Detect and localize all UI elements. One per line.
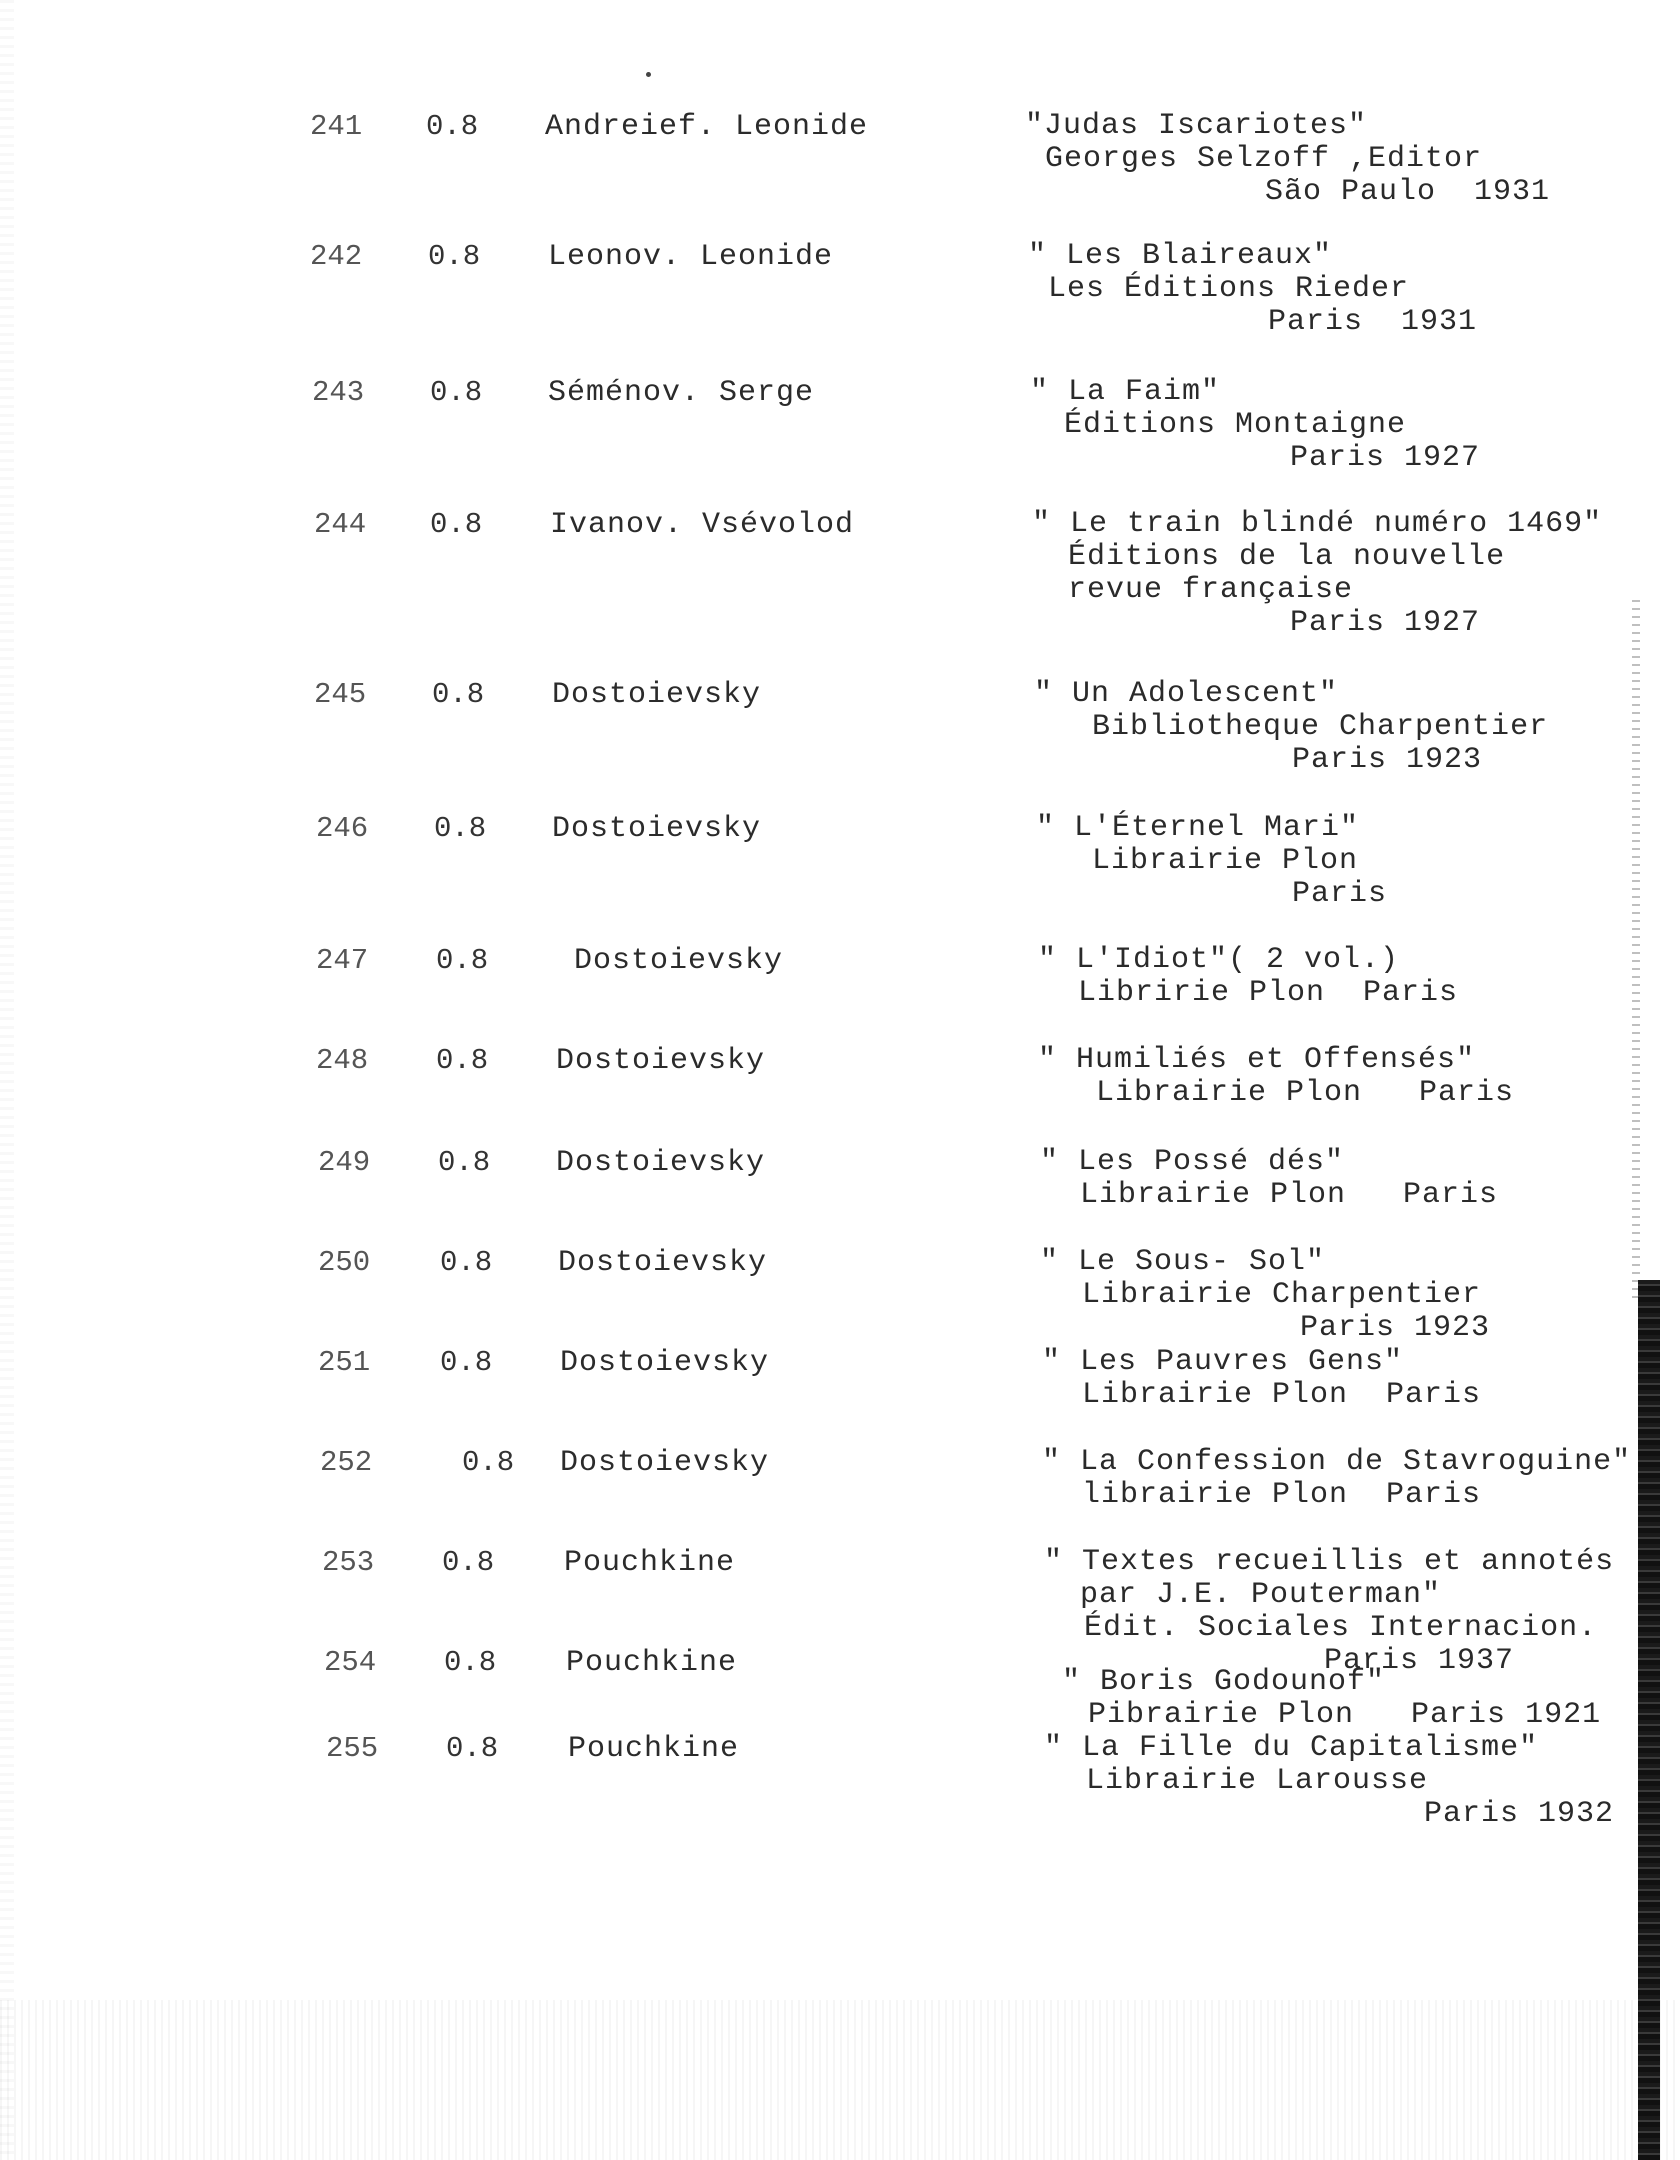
entry-details [1042, 1446, 1631, 1512]
entry-number: 249 [318, 1146, 371, 1179]
entry-publisher: Pibrairie Plon Paris 1921 [1088, 1698, 1602, 1732]
entry-author: Dostoievsky [560, 1446, 770, 1480]
entry-number: 250 [318, 1246, 371, 1279]
entry-author: Pouchkine [566, 1646, 738, 1680]
entry-place: Paris 1927 [1290, 441, 1481, 475]
entry-details [1034, 678, 1548, 777]
entry-rating: 0.8 [462, 1446, 515, 1479]
entry-author: Leonov. Leonide [548, 240, 834, 274]
entry-title: " Le train blindé numéro 1469" [1032, 507, 1603, 541]
entry-number: 253 [322, 1546, 375, 1579]
entry-details [1062, 1666, 1601, 1732]
entry-rating: 0.8 [436, 944, 489, 977]
entry-details [1032, 508, 1602, 640]
entry-details [1040, 1246, 1490, 1345]
entry-publisher: Éditions Montaigne [1064, 408, 1407, 442]
entry-publisher: Libririe Plon Paris [1078, 976, 1459, 1010]
entry-publisher: Librairie Plon [1092, 844, 1359, 878]
entry-title: " Boris Godounof" [1062, 1665, 1386, 1699]
entry-author: Dostoievsky [556, 1146, 766, 1180]
entry-publisher: Georges Selzoff ,Editor [1045, 142, 1483, 176]
entry-author: Ivanov. Vsévolod [550, 508, 855, 542]
scan-edge-streak [1632, 600, 1640, 1300]
entry-title: " Textes recueillis et annotés [1044, 1545, 1615, 1579]
entry-author: Dostoievsky [558, 1246, 768, 1280]
entry-number: 243 [312, 376, 365, 409]
scan-edge-artifact [0, 0, 14, 2160]
entry-place: Paris 1932 [1424, 1797, 1615, 1831]
entry-title: " Un Adolescent" [1034, 677, 1339, 711]
entry-title: " Le Sous- Sol" [1040, 1245, 1326, 1279]
entry-author: Dostoievsky [560, 1346, 770, 1380]
entry-details [1025, 110, 1550, 209]
entry-author: Dostoievsky [552, 812, 762, 846]
entry-place: Paris 1931 [1268, 305, 1478, 339]
entry-details [1038, 1044, 1514, 1110]
entry-rating: 0.8 [428, 240, 481, 273]
entry-number: 244 [314, 508, 367, 541]
entry-author: Dostoievsky [556, 1044, 766, 1078]
entry-title: " Humiliés et Offensés" [1038, 1043, 1476, 1077]
entry-title: " L'Idiot"( 2 vol.) [1038, 943, 1400, 977]
entry-author: Dostoievsky [574, 944, 784, 978]
entry-publisher: Librairie Larousse [1086, 1764, 1429, 1798]
entry-rating: 0.8 [434, 812, 487, 845]
entry-publisher: Librairie Charpentier [1082, 1278, 1482, 1312]
entry-place: Paris [1292, 877, 1388, 911]
entry-rating: 0.8 [446, 1732, 499, 1765]
entry-number: 245 [314, 678, 367, 711]
entry-number: 254 [324, 1646, 377, 1679]
scan-bottom-noise [0, 2000, 1680, 2160]
entry-publisher: librairie Plon Paris [1082, 1478, 1482, 1512]
entry-title-cont: par J.E. Pouterman" [1080, 1578, 1442, 1612]
entry-rating: 0.8 [430, 376, 483, 409]
entry-publisher-cont: revue française [1068, 573, 1354, 607]
entry-place: São Paulo 1931 [1265, 175, 1551, 209]
entry-author: Dostoievsky [552, 678, 762, 712]
entry-rating: 0.8 [440, 1246, 493, 1279]
entry-place: Paris 1937 [1324, 1644, 1515, 1678]
entry-rating: 0.8 [444, 1646, 497, 1679]
entry-title: " Les Blaireaux" [1028, 239, 1333, 273]
entry-place: Paris 1923 [1292, 743, 1483, 777]
entry-details [1044, 1732, 1614, 1831]
entry-rating: 0.8 [432, 678, 485, 711]
entry-title: " Les Possé dés" [1040, 1145, 1345, 1179]
entry-rating: 0.8 [430, 508, 483, 541]
entry-number: 242 [310, 240, 363, 273]
entry-title: "Judas Iscariotes" [1025, 109, 1368, 143]
entry-details [1036, 812, 1387, 911]
ink-dot [646, 72, 651, 77]
entry-rating: 0.8 [442, 1546, 495, 1579]
entry-title: " L'Éternel Mari" [1036, 811, 1360, 845]
entry-publisher: Librairie Plon Paris [1082, 1378, 1482, 1412]
entry-rating: 0.8 [438, 1146, 491, 1179]
entry-publisher: Bibliotheque Charpentier [1092, 710, 1549, 744]
scan-edge-bar [1638, 1280, 1660, 2160]
entry-author: Andreief. Leonide [545, 110, 869, 144]
entry-number: 248 [316, 1044, 369, 1077]
entry-details [1038, 944, 1458, 1010]
entry-number: 251 [318, 1346, 371, 1379]
entry-details [1040, 1146, 1498, 1212]
entry-author: Séménov. Serge [548, 376, 815, 410]
entry-number: 246 [316, 812, 369, 845]
entry-title: " La Fille du Capitalisme" [1044, 1731, 1539, 1765]
entry-details [1042, 1346, 1481, 1412]
entry-title: " La Confession de Stavroguine" [1042, 1445, 1632, 1479]
entry-details [1044, 1546, 1614, 1678]
entry-place: Paris 1927 [1290, 606, 1481, 640]
entry-number: 252 [320, 1446, 373, 1479]
entry-details [1028, 240, 1477, 339]
entry-rating: 0.8 [436, 1044, 489, 1077]
entry-title: " Les Pauvres Gens" [1042, 1345, 1404, 1379]
entry-author: Pouchkine [564, 1546, 736, 1580]
entry-title: " La Faim" [1030, 375, 1221, 409]
entry-details [1030, 376, 1480, 475]
entry-author: Pouchkine [568, 1732, 740, 1766]
entry-publisher: Éditions de la nouvelle [1068, 540, 1506, 574]
entry-publisher: Librairie Plon Paris [1080, 1178, 1499, 1212]
entry-publisher: Les Éditions Rieder [1048, 272, 1410, 306]
entry-publisher: Édit. Sociales Internacion. [1084, 1611, 1598, 1645]
entry-rating: 0.8 [426, 110, 479, 143]
entry-number: 247 [316, 944, 369, 977]
entry-publisher: Librairie Plon Paris [1096, 1076, 1515, 1110]
entry-number: 255 [326, 1732, 379, 1765]
entry-place: Paris 1923 [1300, 1311, 1491, 1345]
entry-number: 241 [310, 110, 363, 143]
entry-rating: 0.8 [440, 1346, 493, 1379]
